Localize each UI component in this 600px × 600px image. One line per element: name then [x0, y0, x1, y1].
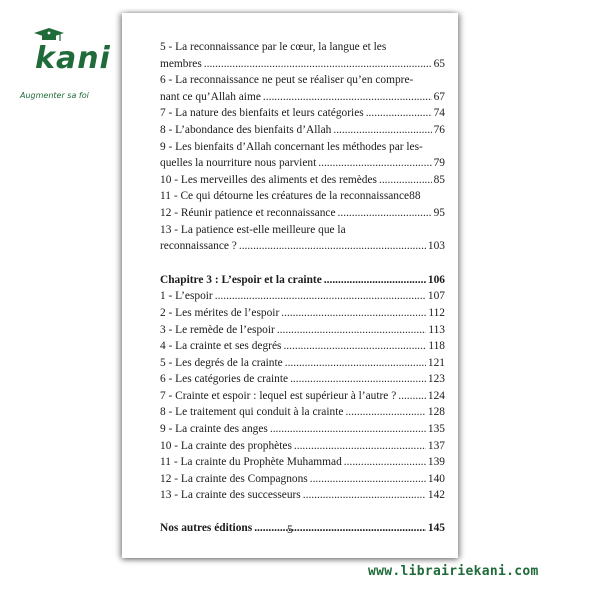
toc-page-number: 103 — [427, 240, 445, 253]
leader-dots — [281, 305, 426, 322]
toc-page-number: 88 — [409, 190, 421, 203]
leader-dots — [379, 172, 432, 189]
toc-page-number: 123 — [427, 373, 445, 386]
toc-entry — [160, 105, 445, 122]
leader-dots — [324, 272, 426, 289]
toc-page-number: 118 — [428, 340, 445, 353]
toc-page-number: 112 — [428, 306, 445, 319]
logo-tagline: Augmenter sa foi — [20, 91, 89, 100]
kani-logo — [18, 28, 111, 118]
toc-entry — [160, 421, 445, 438]
leader-dots — [333, 122, 431, 139]
toc-page-number: 67 — [433, 90, 445, 103]
toc-entry — [160, 338, 445, 355]
toc-entry — [160, 122, 445, 139]
toc-page-number: 74 — [433, 107, 445, 120]
toc-entry — [160, 404, 445, 421]
toc-entry-text: 11 - Ce qui détourne les créatures de la reconnaissance — [160, 190, 410, 203]
leader-dots — [215, 288, 426, 305]
toc-entry — [160, 205, 445, 222]
toc-entry-text: 6 - La reconnaissance ne peut se réaliser qu’en compre- — [160, 74, 414, 87]
toc-page-number: 107 — [427, 290, 445, 303]
leader-dots — [294, 438, 426, 455]
toc-entry-text: 13 - La patience est-elle meilleure que la — [160, 223, 346, 236]
leader-dots — [277, 322, 427, 339]
toc-entry — [160, 139, 445, 172]
leader-dots — [263, 89, 432, 106]
toc-page-number: 124 — [427, 389, 445, 402]
final-entry-page: 145 — [427, 522, 445, 535]
toc-entry-text: 7 - Crainte et espoir : lequel est supérieur à l’autre ? — [160, 389, 397, 402]
toc-page-number: 121 — [427, 356, 445, 369]
chapter-heading — [160, 272, 445, 289]
toc-page-number: 95 — [433, 206, 445, 219]
toc-entry-text: 7 - La nature des bienfaits et leurs catégories — [160, 107, 364, 120]
chapter-page-number: 106 — [427, 273, 445, 286]
leader-dots — [398, 388, 426, 405]
toc-entry-text: 4 - La crainte et ses degrés — [160, 340, 282, 353]
toc-entry-text: 12 - La crainte des Compagnons — [160, 472, 308, 485]
leader-dots — [344, 454, 426, 471]
toc-page-number: 85 — [433, 173, 445, 186]
toc-entry — [160, 188, 445, 205]
leader-dots — [285, 355, 426, 372]
toc-entry-text: 6 - Les catégories de crainte — [160, 373, 289, 386]
toc-entry-text: 2 - Les mérites de l’espoir — [160, 306, 280, 319]
toc-page-number: 139 — [427, 456, 445, 469]
toc-page-number: 65 — [433, 57, 445, 70]
toc-entry — [160, 371, 445, 388]
toc-entry — [160, 172, 445, 189]
toc-entry-text: 9 - La crainte des anges — [160, 423, 268, 436]
final-entry-title: Nos autres éditions — [160, 522, 253, 535]
chapter-title: Chapitre 3 : L’espoir et la crainte — [160, 273, 322, 286]
toc-entry-text: 1 - L’espoir — [160, 290, 213, 303]
toc-entry-text: quelles la nourriture nous parvient — [160, 157, 317, 170]
graduation-cap-icon — [34, 28, 64, 42]
table-of-contents — [160, 39, 445, 537]
toc-entry — [160, 355, 445, 372]
toc-entry — [160, 471, 445, 488]
leader-dots — [283, 338, 426, 355]
toc-entry — [160, 438, 445, 455]
toc-page-number: 128 — [427, 406, 445, 419]
leader-dots — [290, 371, 426, 388]
toc-entry — [160, 322, 445, 339]
toc-entry-text: 8 - L’abondance des bienfaits d’Allah — [160, 123, 332, 136]
toc-entry-text: 5 - Les degrés de la crainte — [160, 356, 283, 369]
toc-entry-text: nant ce qu’Allah aime — [160, 90, 261, 103]
toc-page-number: 79 — [433, 157, 445, 170]
toc-entry — [160, 305, 445, 322]
toc-entry-text: 13 - La crainte des successeurs — [160, 489, 301, 502]
toc-entry-text: 5 - La reconnaissance par le cœur, la langue et les — [160, 41, 387, 53]
toc-entry — [160, 388, 445, 405]
toc-page-number: 76 — [433, 123, 445, 136]
toc-entry-text: 3 - Le remède de l’espoir — [160, 323, 275, 336]
leader-dots — [239, 238, 426, 255]
toc-entry — [160, 72, 445, 105]
toc-entry-text: 10 - Les merveilles des aliments et des remèdes — [160, 173, 377, 186]
leader-dots — [345, 404, 425, 421]
page-number: 5 — [287, 522, 293, 536]
toc-entry-text: 12 - Réunir patience et reconnaissance — [160, 206, 336, 219]
toc-page-number: 137 — [427, 439, 445, 452]
leader-dots — [366, 105, 432, 122]
logo-brand: kani — [35, 41, 111, 76]
leader-dots — [338, 205, 432, 222]
toc-entry-text: reconnaissance ? — [160, 240, 237, 253]
toc-page-number: 142 — [427, 489, 445, 502]
toc-entry-text: 11 - La crainte du Prophète Muhammad — [160, 456, 342, 469]
toc-entry — [160, 222, 445, 255]
leader-dots — [318, 155, 431, 172]
toc-entry-text: 8 - Le traitement qui conduit à la crainte — [160, 406, 344, 419]
book-page — [122, 13, 458, 558]
toc-entry-text: membres — [160, 57, 202, 70]
leader-dots — [270, 421, 426, 438]
leader-dots — [303, 487, 426, 504]
toc-page-number: 113 — [428, 323, 445, 336]
toc-page-number: 135 — [427, 423, 445, 436]
toc-entry — [160, 288, 445, 305]
leader-dots — [310, 471, 426, 488]
toc-entry-text: 10 - La crainte des prophètes — [160, 439, 292, 452]
website-url: www.librairiekani.com — [368, 564, 539, 579]
toc-entry-text: 9 - Les bienfaits d’Allah concernant les méthodes par les- — [160, 140, 423, 153]
toc-entry — [160, 454, 445, 471]
toc-page-number: 140 — [427, 472, 445, 485]
leader-dots — [204, 56, 432, 73]
toc-entry — [160, 487, 445, 504]
toc-entry — [160, 39, 445, 72]
